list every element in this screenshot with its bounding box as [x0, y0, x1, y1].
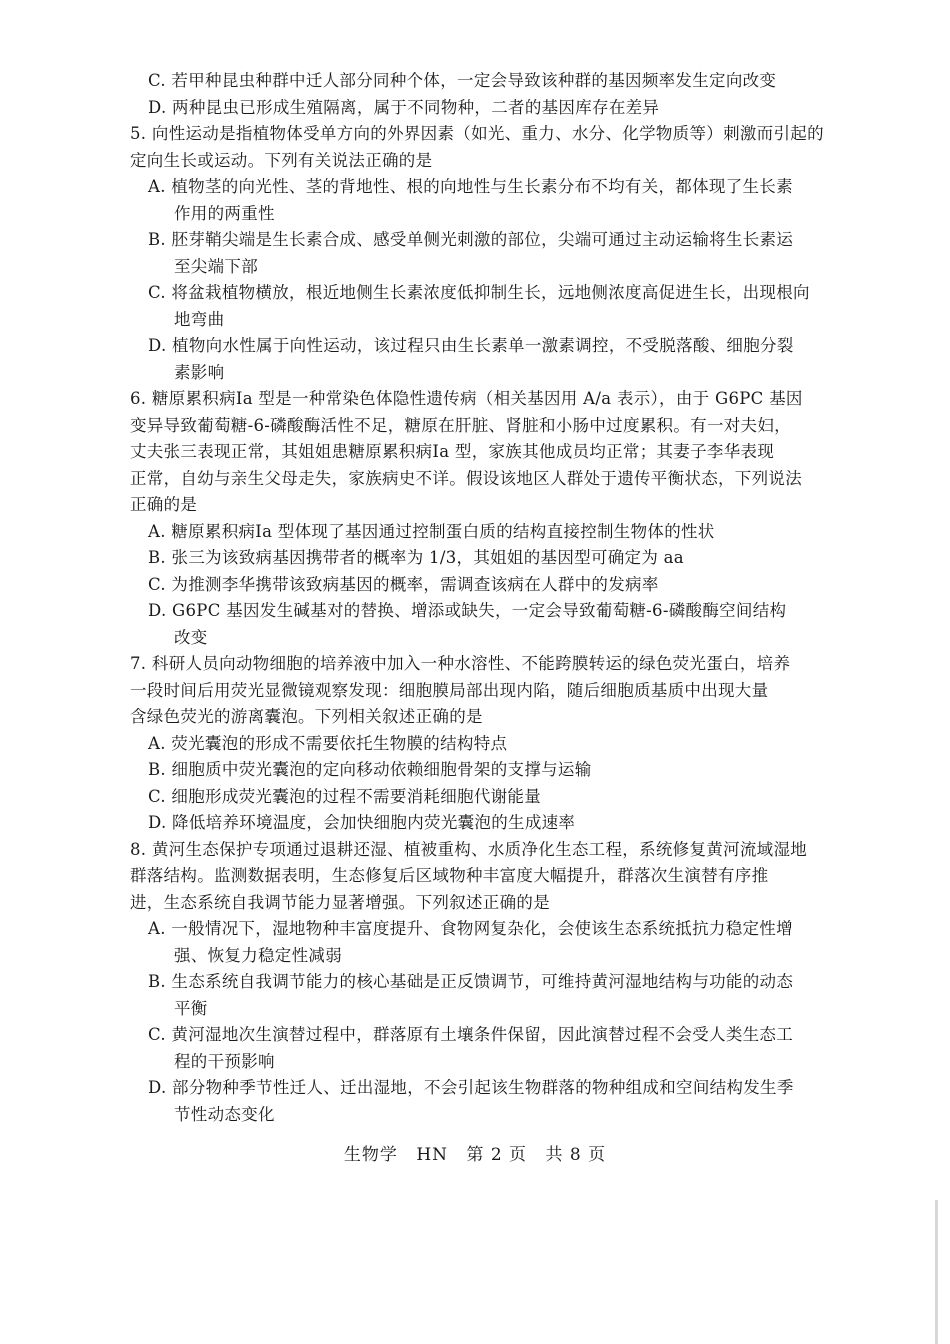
answer-option-line: D. 降低培养环境温度，会加快细胞内荧光囊泡的生成速率 [148, 813, 576, 832]
footer-total-pages: 共 8 页 [545, 1145, 607, 1165]
answer-option-line: B. 张三为该致病基因携带者的概率为 1/3，其姐姐的基因型可确定为 aa [148, 548, 684, 567]
question-stem-continuation: 正确的是 [130, 495, 198, 514]
question-stem-line: 5. 向性运动是指植物体受单方向的外界因素（如光、重力、水分、化学物质等）刺激而引起的 [130, 124, 824, 143]
answer-option-line: C. 细胞形成荧光囊泡的过程不需要消耗细胞代谢能量 [148, 786, 542, 806]
footer-subject: 生物学 [343, 1145, 398, 1165]
answer-option-line: A. 糖原累积病Ⅰa 型体现了基因通过控制蛋白质的结构直接控制生物体的性状 [148, 521, 715, 541]
answer-option-line: B. 细胞质中荧光囊泡的定向移动依赖细胞骨架的支撑与运输 [148, 760, 592, 779]
answer-option-continuation: 素影响 [174, 362, 225, 382]
answer-option-line: D. 植物向水性属于向性运动，该过程只由生长素单一激素调控，不受脱落酸、细胞分裂 [148, 336, 794, 355]
answer-option-continuation: 至尖端下部 [174, 256, 258, 276]
question-stem-continuation: 一段时间后用荧光显微镜观察发现：细胞膜局部出现内陷，随后细胞质基质中出现大量 [130, 680, 769, 700]
answer-option-line: D. G6PC 基因发生碱基对的替换、增添或缺失，一定会导致葡萄糖-6-磷酸酶空间结构 [148, 601, 787, 620]
question-stem-line: 6. 糖原累积病Ⅰa 型是一种常染色体隐性遗传病（相关基因用 A/a 表示），由于 G6PC 基因 [130, 389, 803, 408]
answer-option-line: A. 植物茎的向光性、茎的背地性、根的向地性与生长素分布不均有关，都体现了生长素 [148, 177, 793, 196]
answer-option-continuation: 强、恢复力稳定性减弱 [174, 945, 342, 965]
answer-option-line: C. 黄河湿地次生演替过程中，群落原有土壤条件保留，因此演替过程不会受人类生态工 [148, 1025, 794, 1044]
answer-option-line: D. 部分物种季节性迁人、迁出湿地，不会引起该生物群落的物种组成和空间结构发生季 [148, 1078, 794, 1097]
question-stem-continuation: 进，生态系统自我调节能力显著增强。下列叙述正确的是 [130, 892, 550, 912]
answer-option-line: C. 将盆栽植物横放，根近地侧生长素浓度低抑制生长，远地侧浓度高促进生长，出现根向 [148, 283, 810, 302]
answer-option-continuation: 作用的两重性 [174, 203, 275, 223]
question-text-body [130, 68, 830, 1128]
answer-option-line: A. 荧光囊泡的形成不需要依托生物膜的结构特点 [148, 733, 508, 753]
answer-option-continuation: 改变 [174, 627, 208, 647]
answer-option-line: B. 胚芽鞘尖端是生长素合成、感受单侧光刺激的部位，尖端可通过主动运输将生长素运 [148, 230, 794, 249]
footer-page-number: 第 2 页 [466, 1145, 528, 1165]
question-stem-continuation: 定向生长或运动。下列有关说法正确的是 [130, 150, 433, 170]
question-stem-continuation: 变异导致葡萄糖-6-磷酸酶活性不足，糖原在肝脏、肾脏和小肠中过度累积。有一对夫妇， [130, 415, 791, 435]
answer-option-line: A. 一般情况下，湿地物种丰富度提升、食物网复杂化，会使该生态系统抵抗力稳定性增 [148, 919, 793, 938]
answer-option-line: C. 为推测李华携带该致病基因的概率，需调查该病在人群中的发病率 [148, 574, 659, 594]
answer-option-continuation: 程的干预影响 [174, 1051, 275, 1071]
question-stem-continuation: 丈夫张三表现正常，其姐姐患糖原累积病Ⅰa 型，家族其他成员均正常；其妻子李华表现 [130, 442, 775, 461]
question-stem-continuation: 含绿色荧光的游离囊泡。下列相关叙述正确的是 [130, 707, 483, 726]
question-stem-continuation: 群落结构。监测数据表明，生态修复后区域物种丰富度大幅提升，群落次生演替有序推 [130, 866, 769, 885]
question-stem-line: 7. 科研人员向动物细胞的培养液中加入一种水溶性、不能跨膜转运的绿色荧光蛋白，培养 [130, 654, 791, 673]
question-stem-continuation: 正常，自幼与亲生父母走失，家族病史不详。假设该地区人群处于遗传平衡状态，下列说法 [130, 468, 802, 488]
answer-option-line: C. 若甲种昆虫种群中迁人部分同种个体，一定会导致该种群的基因频率发生定向改变 [148, 71, 777, 90]
answer-option-line: D. 两种昆虫已形成生殖隔离，属于不同物种，二者的基因库存在差异 [148, 97, 660, 117]
page-footer [0, 1140, 950, 1165]
question-stem-line: 8. 黄河生态保护专项通过退耕还湿、植被重构、水质净化生态工程，系统修复黄河流域湿地 [130, 839, 808, 859]
answer-option-continuation: 节性动态变化 [174, 1104, 275, 1124]
answer-option-continuation: 地弯曲 [174, 309, 225, 329]
footer-code: HN [416, 1145, 449, 1165]
answer-option-line: B. 生态系统自我调节能力的核心基础是正反馈调节，可维持黄河湿地结构与功能的动态 [148, 972, 794, 991]
scan-edge-shadow [935, 1200, 938, 1344]
answer-option-continuation: 平衡 [174, 998, 208, 1018]
